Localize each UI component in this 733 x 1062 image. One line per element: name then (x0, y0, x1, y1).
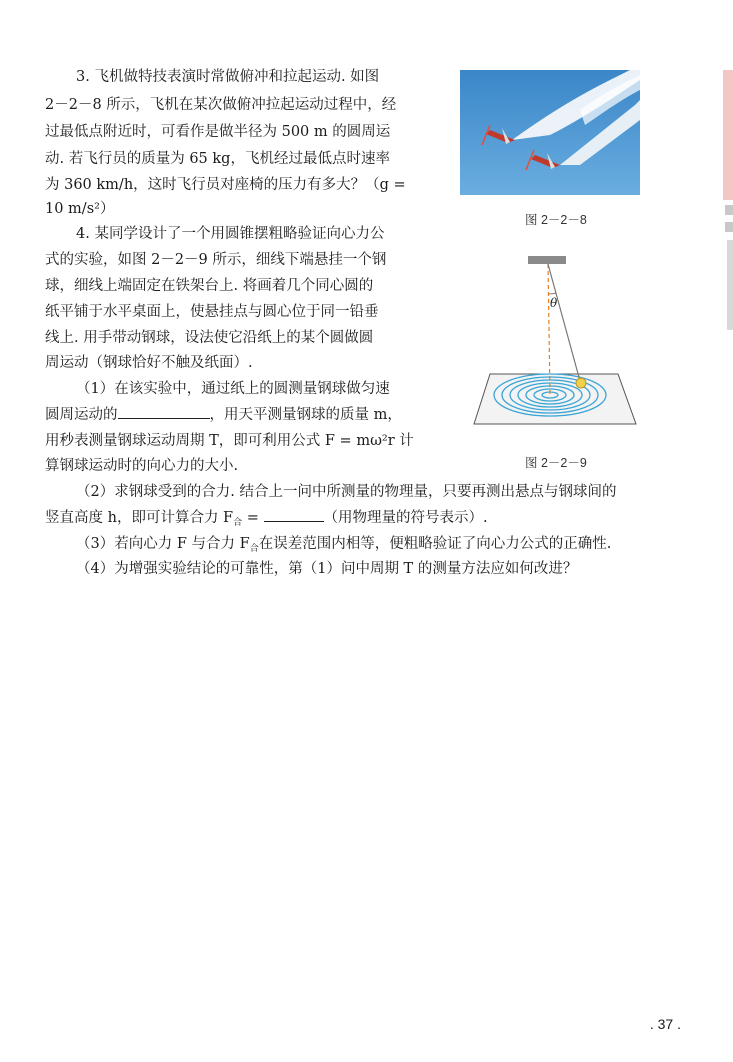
side-mark (725, 222, 733, 232)
figure-2-2-9 (470, 252, 640, 432)
answer-blank-1[interactable] (118, 404, 210, 419)
string (548, 264, 580, 381)
steel-ball (576, 378, 586, 388)
part-1-line: 用秒表测量钢球运动周期 T，即可利用公式 F = mω²r 计 (45, 433, 414, 449)
text-fragment: = (242, 510, 264, 526)
part-2-line (45, 507, 488, 536)
text-fragment: 在误差范围内相等，便粗略验证了向心力公式的正确性. (258, 536, 612, 552)
text-line: 线上. 用手带动钢球，设法使它沿纸上的某个圆做圆 (45, 330, 374, 346)
side-mark (727, 240, 733, 330)
text-line: 4. 某同学设计了一个用圆锥摆粗略验证向心力公 (76, 226, 385, 242)
text-line: 式的实验，如图 2－2－9 所示，细线下端悬挂一个钢 (45, 252, 387, 268)
part-1-line (45, 404, 402, 428)
text-line: 球，细线上端固定在铁架台上. 将画着几个同心圆的 (45, 278, 374, 294)
text-line: 过最低点附近时，可看作是做半径为 500 m 的圆周运 (45, 124, 391, 140)
text-fragment: 圆周运动的 (45, 407, 118, 423)
figure-caption-2-2-8: 图 2－2－8 (525, 213, 587, 227)
figure-caption-2-2-9: 图 2－2－9 (525, 456, 587, 470)
text-line: 为 360 km/h，这时飞行员对座椅的压力有多大？（g = (45, 177, 406, 193)
support-bar (528, 256, 566, 264)
figure-2-2-8 (460, 70, 640, 195)
text-line: 纸平铺于水平桌面上，使悬挂点与圆心位于同一铅垂 (45, 304, 379, 320)
conical-pendulum-diagram (470, 252, 640, 432)
text-line: 3. 飞机做特技表演时常做俯冲和拉起运动. 如图 (76, 69, 380, 85)
subscript: 合 (233, 518, 243, 528)
text-line: 周运动（钢球恰好不触及纸面）. (45, 355, 253, 371)
answer-blank-2[interactable] (264, 507, 324, 522)
theta-label: θ (550, 296, 558, 310)
text-line: 2－2－8 所示，飞机在某次做俯冲拉起运动过程中，经 (45, 97, 397, 113)
text-line: 10 m/s²） (45, 201, 115, 217)
subscript: 合 (249, 544, 259, 554)
chapter-side-tab (723, 70, 733, 200)
side-mark (725, 205, 733, 215)
text-fragment: （3）若向心力 F 与合力 F (76, 536, 250, 552)
text-line: 动. 若飞行员的质量为 65 kg，飞机经过最低点时速率 (45, 151, 390, 167)
part-2-line: （2）求钢球受到的合力. 结合上一问中所测量的物理量，只要再测出悬点与钢球间的 (76, 484, 617, 500)
airplanes-photo (460, 70, 640, 195)
text-fragment: 竖直高度 h，即可计算合力 F (45, 510, 234, 526)
page-number: . 37 . (649, 1016, 681, 1032)
part-1-line: （1）在该实验中，通过纸上的圆测量钢球做匀速 (76, 381, 390, 397)
part-1-line: 算钢球运动时的向心力的大小. (45, 458, 239, 474)
text-fragment: （用物理量的符号表示）. (323, 510, 488, 526)
part-4-line: （4）为增强实验结论的可靠性，第（1）问中周期 T 的测量方法应如何改进？ (76, 561, 578, 577)
text-fragment: ，用天平测量钢球的质量 m， (209, 407, 402, 423)
